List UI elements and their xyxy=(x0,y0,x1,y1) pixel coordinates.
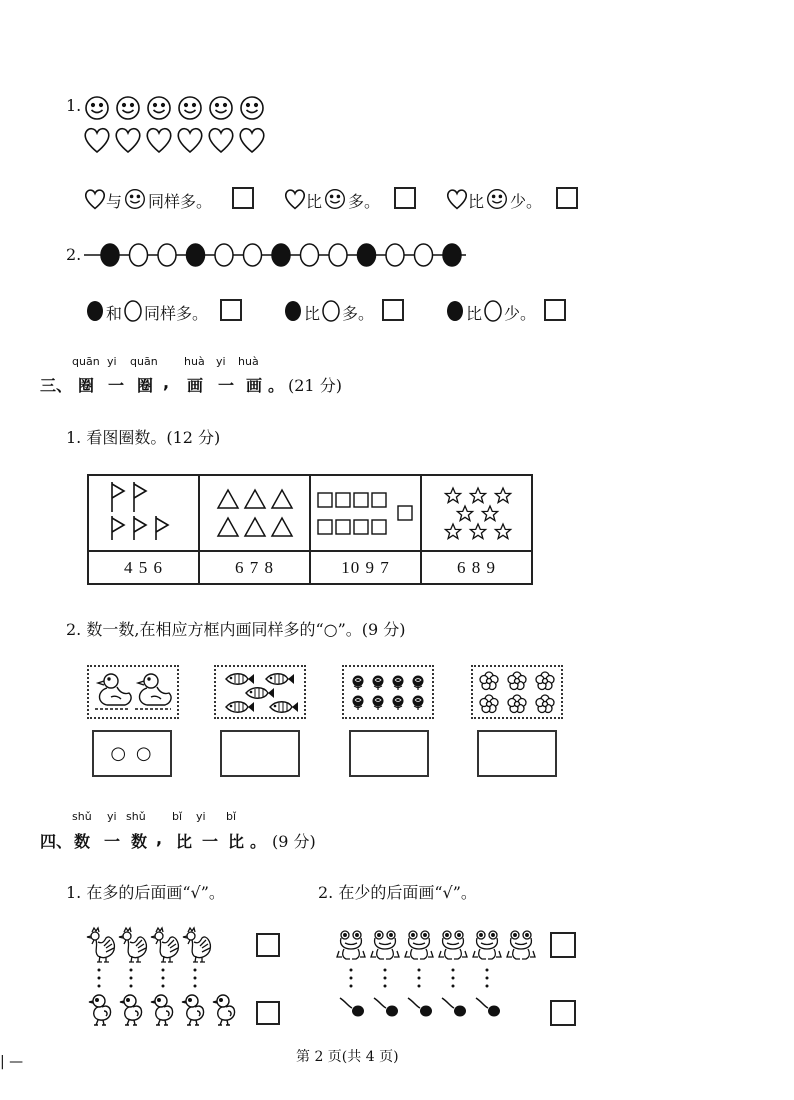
triangle-icon xyxy=(218,518,238,536)
frog-icon xyxy=(371,931,399,959)
filled-bead-icon xyxy=(284,300,302,322)
tadpole-icon xyxy=(340,998,364,1017)
triangle-icon xyxy=(245,518,265,536)
fish-icon xyxy=(266,674,294,685)
frog-icon xyxy=(439,931,467,959)
filled-bead-icon xyxy=(446,300,464,322)
rose-icon xyxy=(413,696,424,711)
frog-row xyxy=(334,928,540,964)
square-icon xyxy=(372,520,386,534)
tadpole-icon xyxy=(374,998,398,1017)
page-number: 第 2 页(共 4 页) xyxy=(296,1049,399,1065)
smiley-icon xyxy=(324,188,346,210)
page-edge-mark: | — xyxy=(0,1054,24,1070)
star-icon xyxy=(482,506,497,521)
flag-icon xyxy=(134,482,146,512)
heart-row xyxy=(83,126,273,158)
section4-pinyin-5: yi xyxy=(196,810,206,823)
smiley-icon xyxy=(117,97,139,119)
flag-icon xyxy=(156,516,168,540)
heart-icon xyxy=(116,129,140,152)
flag-icon xyxy=(112,516,124,540)
rose-icon xyxy=(393,696,404,711)
heart-icon xyxy=(84,188,106,210)
heart-icon xyxy=(284,188,306,210)
heart-icon xyxy=(85,129,109,152)
q2-answer-box-2[interactable] xyxy=(382,299,404,321)
fish-icon xyxy=(226,702,254,713)
fish-picture-box xyxy=(214,665,306,719)
table-numbers-triangles[interactable]: 6 7 8 xyxy=(199,551,310,584)
star-icon xyxy=(445,488,460,503)
heart-icon xyxy=(209,129,233,152)
triangle-group xyxy=(201,476,309,546)
rose-icon xyxy=(373,676,384,691)
section4-pinyin-1: shǔ xyxy=(72,810,92,823)
smiley-row xyxy=(85,95,265,125)
section4-sub2-label: 2. 在少的后面画“√”。 xyxy=(318,883,477,902)
section3-sub2-label: 2. 数一数,在相应方框内画同样多的“○”。(9 分) xyxy=(66,620,406,639)
rose-answer-box[interactable] xyxy=(349,730,429,777)
square-icon xyxy=(318,520,332,534)
table-numbers-flags[interactable]: 4 5 6 xyxy=(88,551,199,584)
star-icon xyxy=(445,524,460,539)
star-icon xyxy=(457,506,472,521)
empty-bead-icon xyxy=(415,244,433,266)
triangle-icon xyxy=(272,518,292,536)
square-icon xyxy=(372,493,386,507)
fish-icon xyxy=(226,674,254,685)
flower-picture-box xyxy=(471,665,563,719)
heart-icon xyxy=(147,129,171,152)
smiley-icon xyxy=(148,97,170,119)
heart-icon xyxy=(446,188,468,210)
square-icon xyxy=(336,493,350,507)
chick-icon xyxy=(89,995,111,1025)
empty-bead-icon xyxy=(124,300,142,322)
empty-bead-icon xyxy=(130,244,148,266)
square-icon xyxy=(318,493,332,507)
q1-answer-box-1[interactable] xyxy=(232,187,254,209)
section3-sub1-label: 1. 看图圈数。(12 分) xyxy=(66,428,221,447)
match-dots-right xyxy=(334,966,540,990)
smiley-icon xyxy=(86,97,108,119)
flower-icon xyxy=(508,672,526,690)
table-numbers-stars[interactable]: 6 8 9 xyxy=(421,551,532,584)
chick-icon xyxy=(120,995,142,1025)
table-cell-squares xyxy=(310,475,421,551)
section3-pinyin-6: huà xyxy=(238,355,259,368)
frog-answer-box[interactable] xyxy=(550,932,576,958)
frog-icon xyxy=(473,931,501,959)
flag-icon xyxy=(112,482,124,512)
filled-bead-icon xyxy=(443,244,461,266)
section4-pinyin-3: shǔ xyxy=(126,810,146,823)
fish-icon xyxy=(270,702,298,713)
tadpole-icon xyxy=(408,998,432,1017)
triangle-icon xyxy=(245,490,265,508)
square-icon xyxy=(354,493,368,507)
smiley-icon xyxy=(486,188,508,210)
match-dots-left xyxy=(84,966,219,990)
answer-circles: ○ ○ xyxy=(110,743,154,764)
triangle-icon xyxy=(218,490,238,508)
square-icon xyxy=(336,520,350,534)
empty-bead-icon xyxy=(244,244,262,266)
fish-icon xyxy=(246,688,274,699)
duck-icon xyxy=(135,674,171,709)
filled-bead-icon xyxy=(358,244,376,266)
heart-icon xyxy=(178,129,202,152)
chick-icon xyxy=(151,995,173,1025)
chick-answer-box[interactable] xyxy=(256,1001,280,1025)
tadpole-icon xyxy=(442,998,466,1017)
filled-bead-icon xyxy=(272,244,290,266)
duck-icon xyxy=(95,674,131,709)
empty-bead-icon xyxy=(322,300,340,322)
rose-icon xyxy=(373,696,384,711)
frog-icon xyxy=(337,931,365,959)
section3-pinyin-3: quān xyxy=(130,355,158,368)
q2-answer-box-1[interactable] xyxy=(220,299,242,321)
empty-bead-icon xyxy=(386,244,404,266)
rooster-icon xyxy=(119,928,146,962)
tadpole-icon xyxy=(476,998,500,1017)
section4-pinyin-4: bǐ xyxy=(172,810,183,823)
empty-bead-icon xyxy=(484,300,502,322)
square-group xyxy=(312,476,420,546)
flower-icon xyxy=(480,672,498,690)
star-icon xyxy=(470,524,485,539)
count-circle-table xyxy=(87,474,533,585)
flower-answer-box[interactable] xyxy=(477,730,557,777)
flower-icon xyxy=(508,695,526,713)
flag-icon xyxy=(134,516,146,540)
rose-icon xyxy=(393,676,404,691)
empty-bead-icon xyxy=(158,244,176,266)
section3-pinyin-4: huà xyxy=(184,355,205,368)
square-icon xyxy=(398,506,412,520)
tadpole-row xyxy=(336,996,516,1024)
frog-icon xyxy=(405,931,433,959)
rose-icon xyxy=(353,676,364,691)
square-icon xyxy=(354,520,368,534)
q2-number: 2. xyxy=(66,245,82,264)
star-icon xyxy=(495,524,510,539)
q1-answer-box-3[interactable] xyxy=(556,187,578,209)
smiley-icon xyxy=(210,97,232,119)
chick-icon xyxy=(182,995,204,1025)
duck-picture-box xyxy=(87,665,179,719)
rooster-answer-box[interactable] xyxy=(256,933,280,957)
triangle-icon xyxy=(272,490,292,508)
bead-string xyxy=(84,240,469,270)
section3-pinyin-1: quān xyxy=(72,355,100,368)
q1-number: 1. xyxy=(66,96,82,115)
smiley-icon xyxy=(241,97,263,119)
rose-icon xyxy=(413,676,424,691)
filled-bead-icon xyxy=(187,244,205,266)
rose-picture-box xyxy=(342,665,434,719)
duck-answer-box[interactable] xyxy=(92,730,172,777)
table-cell-triangles xyxy=(199,475,310,551)
heart-icon xyxy=(240,129,264,152)
smiley-icon xyxy=(179,97,201,119)
section3-pinyin-2: yi xyxy=(107,355,117,368)
q1-answer-box-2[interactable] xyxy=(394,187,416,209)
smiley-icon xyxy=(124,188,146,210)
table-cell-stars xyxy=(421,475,532,551)
chick-icon xyxy=(213,995,235,1025)
rose-icon xyxy=(353,696,364,711)
tadpole-answer-box[interactable] xyxy=(550,1000,576,1026)
filled-bead-icon xyxy=(101,244,119,266)
rooster-icon xyxy=(151,928,178,962)
flower-icon xyxy=(536,672,554,690)
star-icon xyxy=(470,488,485,503)
section3-pinyin-5: yi xyxy=(216,355,226,368)
rooster-row xyxy=(84,925,219,965)
table-cell-flags xyxy=(88,475,199,551)
q2-answer-box-3[interactable] xyxy=(544,299,566,321)
star-group xyxy=(423,476,531,546)
rooster-icon xyxy=(87,928,114,962)
fish-answer-box[interactable] xyxy=(220,730,300,777)
chick-row xyxy=(88,992,248,1028)
flower-icon xyxy=(536,695,554,713)
rooster-icon xyxy=(183,928,210,962)
empty-bead-icon xyxy=(301,244,319,266)
section4-pinyin-6: bǐ xyxy=(226,810,237,823)
star-icon xyxy=(495,488,510,503)
table-numbers-squares[interactable]: 10 9 7 xyxy=(310,551,421,584)
filled-bead-icon xyxy=(86,300,104,322)
flag-group xyxy=(90,476,198,546)
section4-sub1-label: 1. 在多的后面画“√”。 xyxy=(66,883,225,902)
flower-icon xyxy=(480,695,498,713)
section4-pinyin-2: yi xyxy=(107,810,117,823)
frog-icon xyxy=(507,931,535,959)
empty-bead-icon xyxy=(215,244,233,266)
empty-bead-icon xyxy=(329,244,347,266)
